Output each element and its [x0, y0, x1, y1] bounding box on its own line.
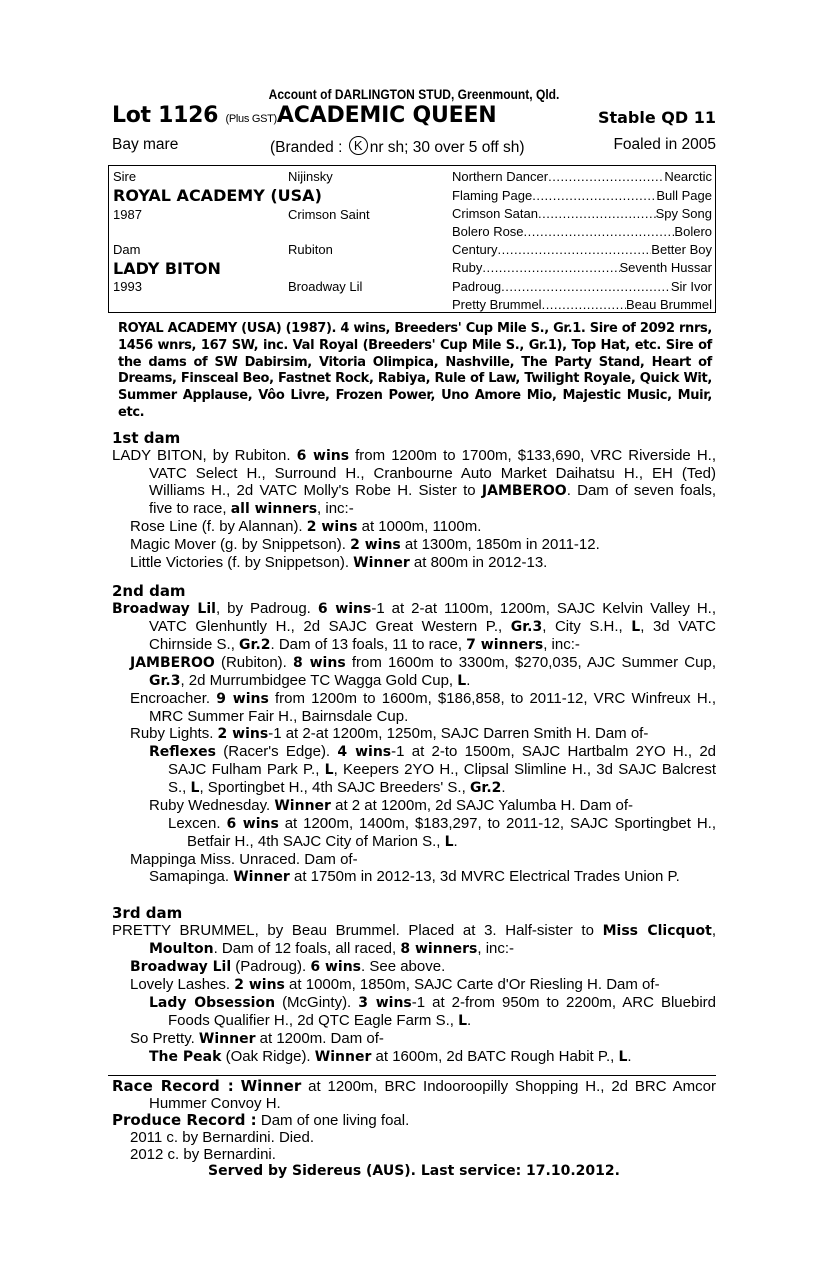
text: PRETTY BRUMMEL, by Beau Brummel. Placed at 3. Half-sister to: [112, 922, 603, 939]
bold-text: Winner: [274, 798, 331, 814]
dam-year: 1993: [113, 279, 142, 294]
grandparent-row: [452, 188, 712, 203]
text: . See above.: [361, 958, 446, 975]
text: Dam of one living foal.: [256, 1112, 410, 1129]
text: Lovely Lashes.: [130, 976, 235, 993]
dam-name: LADY BITON: [113, 259, 221, 278]
text: (Racer's Edge).: [216, 743, 338, 760]
bold-text: The Peak: [149, 1049, 222, 1065]
brand-description: [270, 136, 525, 157]
progeny-line: [112, 976, 716, 994]
grandparent-sire: Bull Page: [656, 188, 712, 203]
bold-text: Winner: [353, 555, 410, 571]
produce-record-label: Produce Record :: [112, 1111, 257, 1129]
bold-text: 2 wins: [217, 726, 269, 742]
text: -1 at 2-at 1200m, 1250m, SAJC Darren Smith H. Dam of-: [268, 725, 649, 742]
section-divider: [108, 1075, 716, 1076]
text: at 1750m in 2012-13, 3d MVRC Electrical Trades Union P.: [289, 868, 680, 885]
text: , inc:-: [477, 940, 515, 957]
stable-label: Stable QD 11: [597, 108, 716, 127]
progeny-line: [112, 725, 716, 743]
bold-text: L: [444, 834, 454, 850]
text: , 3d VATC Chirnside S.,: [149, 618, 716, 653]
section-heading: 3rd dam: [112, 904, 183, 922]
sire-label: Sire: [113, 169, 137, 184]
bold-text: 6 wins: [226, 816, 279, 832]
bold-text: 2 wins: [306, 519, 358, 535]
grandparent-sire: Nearctic: [664, 169, 712, 184]
lot-number: Lot 1126: [112, 103, 219, 128]
text: , City S.H.,: [542, 618, 632, 635]
bold-text: Lady Obsession: [149, 995, 276, 1011]
progeny-line: [112, 815, 716, 851]
bold-text: Broadway Lil: [130, 959, 232, 975]
progeny-line: [112, 654, 716, 690]
grandparent-name: Northern Dancer: [452, 169, 549, 184]
progeny-line: [112, 851, 716, 868]
text: at 800m in 2012-13.: [409, 554, 548, 571]
grandparent-sire: Seventh Hussar: [619, 260, 712, 275]
grandparent-name: Padroug: [452, 279, 502, 294]
text: , inc:-: [317, 500, 354, 517]
text: , by Padroug.: [215, 600, 318, 617]
bold-text: Gr.2: [469, 780, 502, 796]
grandparent-sire: Sir Ivor: [670, 279, 712, 294]
text: -1 at 2-to 1500m, SAJC Hartbalm 2YO H., 2d SAJC Fulham Park P.,: [168, 743, 716, 778]
text: So Pretty.: [130, 1030, 199, 1047]
bold-text: L: [190, 780, 200, 796]
text: .: [467, 1012, 472, 1029]
text: at 1600m, 2d BATC Rough Habit P.,: [371, 1048, 619, 1065]
dam-paragraph: [112, 447, 716, 518]
text: .: [466, 672, 471, 689]
text: at 1000m, 1100m.: [357, 518, 482, 535]
progeny-line: [112, 536, 716, 554]
race-record-label: Race Record :: [112, 1077, 234, 1095]
brand-prefix: (Branded :: [270, 139, 343, 156]
progeny-line: [112, 690, 716, 725]
text: at 1200m, 1400m, $183,297, to 2011-12, SAJC Sportingbet H., Betfair H., 4th SAJC City of Marion S.,: [187, 815, 716, 850]
bold-text: 6 wins: [296, 448, 350, 464]
leader-dots: [501, 279, 671, 294]
text: -1 at 2-from 950m to 2200m, ARC Bluebird Foods Qualifier H., 2d QTC Eagle Farm S.,: [168, 994, 716, 1029]
bold-text: Gr.2: [239, 637, 271, 653]
bold-text: L: [324, 762, 334, 778]
bold-text: all winners: [230, 501, 318, 517]
produce-item: 2011 c. by Bernardini. Died.: [130, 1129, 314, 1146]
first-dam-section: [112, 430, 716, 572]
text: , Sportingbet H., 4th SAJC Breeders' S.,: [199, 779, 470, 796]
grandparent-row: [452, 297, 712, 312]
plus-gst: (Plus GST): [225, 113, 277, 125]
dam-label: Dam: [113, 242, 141, 257]
bold-text: Reflexes: [149, 744, 217, 760]
grandparent-name: Crimson Satan: [452, 206, 538, 221]
leader-dots: [532, 188, 656, 203]
progeny-line: [112, 743, 716, 797]
pedigree-table: [108, 165, 716, 313]
text: .: [501, 779, 506, 796]
text: LADY BITON, by Rubiton.: [112, 447, 297, 464]
grandparent-row: [452, 169, 712, 184]
grandparent-sire: Bolero: [674, 224, 712, 239]
bold-text: Winner: [198, 1031, 256, 1047]
service-note: Served by Sidereus (AUS). Last service: 17.10.2012.: [208, 1163, 620, 1179]
records-section: [112, 1078, 716, 1180]
leader-dots: [548, 169, 664, 184]
text: at 1200m. Dam of-: [255, 1030, 384, 1047]
dam-sire: Rubiton: [288, 242, 333, 257]
second-dam-section: [112, 583, 716, 886]
third-dam-section: [112, 905, 716, 1066]
vendor-account: Account of DARLINGTON STUD, Greenmount, Qld.: [268, 86, 560, 102]
sire-year: 1987: [113, 207, 142, 222]
text: -1 at 2-at 1100m, 1200m, SAJC Kelvin Valley H., VATC Glenhuntly H., 2d SAJC Great Western P.,: [149, 600, 717, 635]
text: Encroacher.: [130, 690, 217, 707]
text: Samapinga.: [149, 868, 234, 885]
bold-text: 6 wins: [310, 959, 362, 975]
grandparent-name: Bolero Rose: [452, 224, 524, 239]
text: , 2d Murrumbidgee TC Wagga Gold Cup,: [180, 672, 458, 689]
produce-record: [112, 1112, 716, 1129]
dam-dam: Broadway Lil: [288, 279, 363, 294]
grandparent-sire: Beau Brummel: [626, 297, 712, 312]
text: .: [453, 833, 458, 850]
sire-dam: Crimson Saint: [288, 207, 370, 222]
grandparent-sire: Better Boy: [651, 242, 712, 257]
grandparent-row: [452, 224, 712, 239]
foaled-year: Foaled in 2005: [613, 136, 716, 153]
bold-text: 3 wins: [358, 995, 412, 1011]
text: Mappinga Miss. Unraced. Dam of-: [130, 851, 358, 868]
grandparent-name: Century: [452, 242, 498, 257]
bold-text: 4 wins: [337, 744, 392, 760]
leader-dots: [482, 260, 619, 275]
sire-name: ROYAL ACADEMY (USA): [113, 186, 322, 205]
text: (McGinty).: [275, 994, 359, 1011]
text: . Dam of 13 foals, 11 to race,: [270, 636, 467, 653]
horse-name: ACADEMIC QUEEN: [276, 103, 497, 128]
text: Ruby Wednesday.: [149, 797, 275, 814]
text: at 1200m, BRC Indooroopilly Shopping H., 2d BRC Amcor Hummer Convoy H.: [149, 1078, 716, 1112]
grandparent-row: [452, 206, 712, 221]
bold-text: L: [457, 673, 467, 689]
text: Rose Line (f. by Alannan).: [130, 518, 307, 535]
lot-line: [112, 103, 716, 129]
description-line: [112, 136, 716, 156]
text: .: [627, 1048, 632, 1065]
grandparent-name: Ruby: [452, 260, 483, 275]
section-heading: 2nd dam: [112, 582, 186, 600]
text: at 2 at 1200m, 2d SAJC Yalumba H. Dam of-: [330, 797, 634, 814]
text: Magic Mover (g. by Snippetson).: [130, 536, 351, 553]
bold-text: JAMBEROO: [481, 483, 567, 499]
brand-suffix: nr sh; 30 over 5 off sh): [369, 139, 525, 156]
leader-dots: [538, 206, 656, 221]
progeny-line: [112, 797, 716, 815]
bold-text: 8 wins: [293, 655, 346, 671]
bold-text: 2 wins: [350, 537, 401, 553]
text: from 1600m to 3300m, $270,035, AJC Summer Cup,: [345, 654, 716, 671]
text: (Rubiton).: [214, 654, 293, 671]
bold-text: Broadway Lil: [112, 601, 216, 617]
bold-text: Gr.3: [510, 619, 543, 635]
text: (Padroug).: [231, 958, 311, 975]
grandparent-row: [452, 260, 712, 275]
grandparent-sire: Spy Song: [655, 206, 712, 221]
progeny-line: [112, 554, 716, 572]
sire-sire: Nijinsky: [288, 169, 333, 184]
progeny-line: [112, 958, 716, 976]
text: Lexcen.: [168, 815, 227, 832]
text: from 1200m to 1600m, $186,858, to 2011-12, VRC Winfreux H., MRC Summer Fair H., Bairnsdale Cup.: [149, 690, 716, 725]
bold-text: L: [631, 619, 641, 635]
progeny-line: [112, 518, 716, 536]
text: Ruby Lights.: [130, 725, 218, 742]
bold-text: 9 wins: [216, 691, 269, 707]
progeny-line: [112, 1030, 716, 1048]
bold-text: JAMBEROO: [130, 655, 215, 671]
bold-text: Winner: [314, 1049, 372, 1065]
bold-text: 7 winners: [466, 637, 544, 653]
brand-k-icon: K: [349, 136, 368, 155]
lot-title: [112, 103, 497, 128]
bold-text: 2 wins: [234, 977, 285, 993]
text: Little Victories (f. by Snippetson).: [130, 554, 354, 571]
text: (Oak Ridge).: [221, 1048, 315, 1065]
sex-colour: Bay mare: [112, 136, 179, 153]
race-record: [112, 1078, 716, 1112]
text: at 1300m, 1850m in 2011-12.: [400, 536, 600, 553]
bold-text: L: [618, 1049, 628, 1065]
text: . Dam of seven foals, five to race,: [149, 482, 716, 517]
bold-text: 8 winners: [400, 941, 478, 957]
progeny-line: [112, 868, 716, 886]
bold-text: Winner: [240, 1077, 302, 1095]
grandparent-row: [452, 279, 712, 294]
text: . Dam of 12 foals, all raced,: [213, 940, 401, 957]
bold-text: Winner: [233, 869, 290, 885]
bold-text: Miss Clicquot: [602, 923, 712, 939]
grandparent-row: [452, 242, 712, 257]
text: , Keepers 2YO H., Clipsal Slimline H., 3d SAJC Balcrest S.,: [168, 761, 716, 796]
produce-item: 2012 c. by Bernardini.: [130, 1146, 276, 1163]
text: ,: [711, 922, 716, 939]
bold-text: Gr.3: [149, 673, 181, 689]
dam-paragraph: [112, 600, 716, 654]
leader-dots: [542, 297, 626, 312]
section-heading: 1st dam: [112, 429, 181, 447]
bold-text: Moulton: [149, 941, 214, 957]
bold-text: 6 wins: [317, 601, 372, 617]
dam-paragraph: [112, 922, 716, 958]
progeny-line: [112, 1048, 716, 1066]
progeny-line: [112, 994, 716, 1030]
sire-summary: ROYAL ACADEMY (USA) (1987). 4 wins, Breeders' Cup Mile S., Gr.1. Sire of 2092 rnrs, 1456 wnrs, 167 SW, inc. Val Royal (Breeders' Cup Mile S., Gr.1), Top Hat, etc. Sire of the dams of SW Dabirsim, Vitoria Olimpica, Nashville, The Party Stand, Heart of Dreams, Finsceal Beo, Fastnet Rock, Rabiya, Rule of Law, Twilight Royale, Quick Wit, Summer Applause, Vôo Livre, Frozen Power, Uno Amore Mio, Majestic Music, Muir, etc.: [118, 321, 712, 420]
text: at 1000m, 1850m, SAJC Carte d'Or Riesling H. Dam of-: [284, 976, 660, 993]
grandparent-name: Flaming Page: [452, 188, 533, 203]
leader-dots: [498, 242, 652, 257]
text: , inc:-: [543, 636, 580, 653]
text: from 1200m to 1700m, $133,690, VRC Riverside H., VATC Select H., Surround H., Cranbourne Auto Market Daihatsu H., EH (Ted) Williams H., 2d VATC Molly's Robe H. Sister to: [149, 447, 716, 499]
grandparent-name: Pretty Brummel: [452, 297, 542, 312]
bold-text: L: [458, 1013, 468, 1029]
leader-dots: [524, 224, 675, 239]
